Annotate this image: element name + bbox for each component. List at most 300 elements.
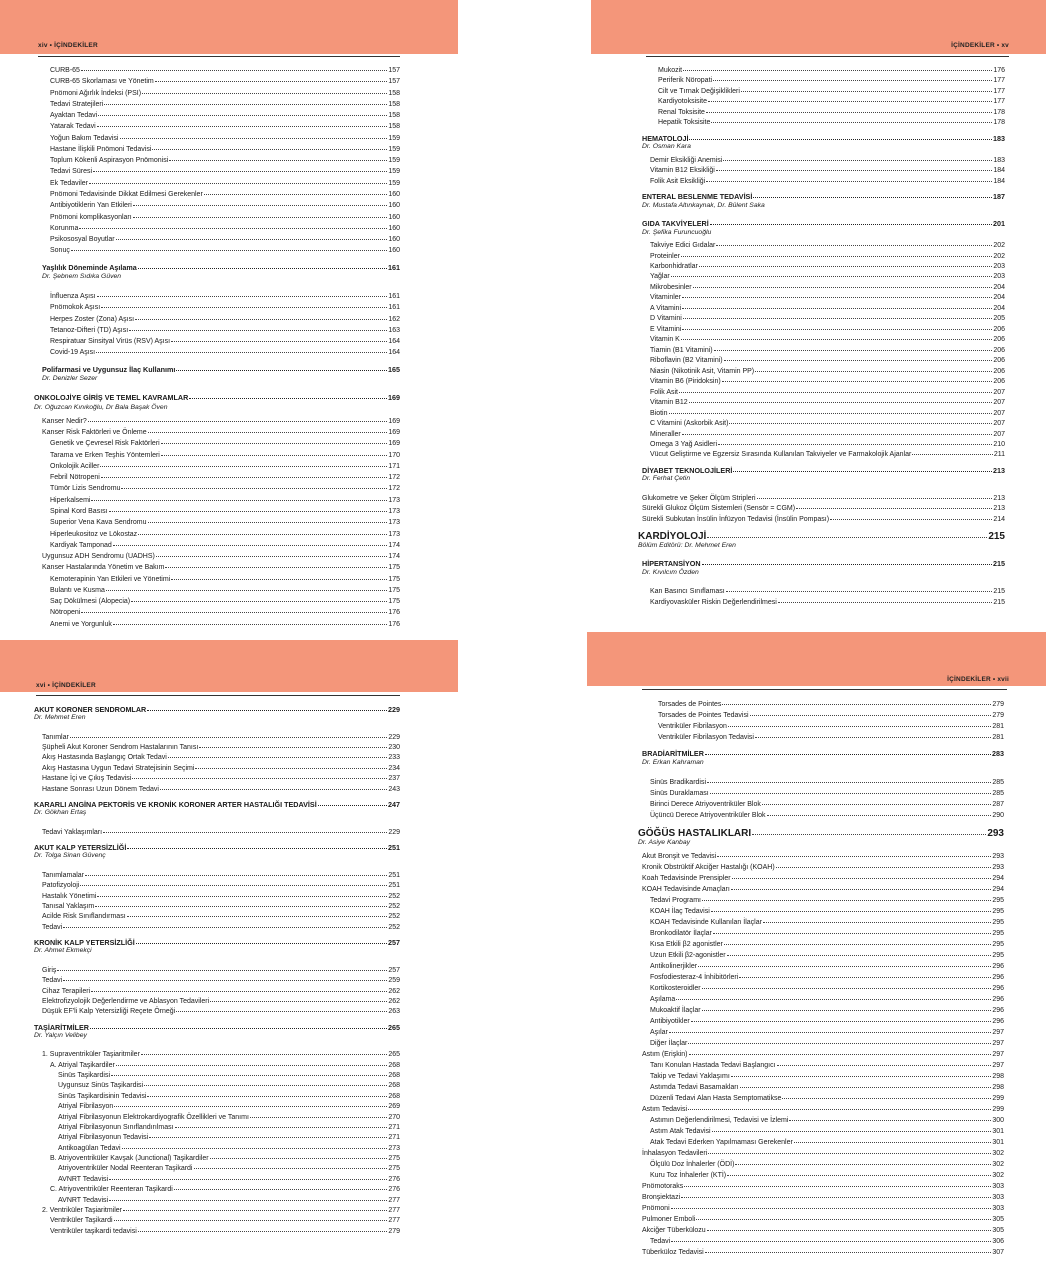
toc-page-number: 293 — [992, 864, 1004, 871]
toc-entry[interactable] — [50, 289, 400, 301]
toc-entry[interactable] — [658, 94, 1005, 106]
toc-entry[interactable] — [50, 515, 400, 527]
toc-entry[interactable] — [642, 1047, 1004, 1056]
toc-entry[interactable] — [650, 343, 1005, 352]
dot-leader — [116, 1057, 387, 1066]
toc-section[interactable] — [642, 464, 1005, 473]
toc-entry[interactable] — [642, 871, 1004, 880]
toc-entry[interactable] — [50, 448, 400, 457]
toc-entry[interactable] — [58, 1193, 400, 1202]
toc-page-number: 283 — [992, 749, 1004, 758]
page-header: xvi • İÇİNDEKİLER — [36, 682, 96, 689]
toc-entry[interactable] — [650, 981, 1004, 990]
toc-title: Sinüs Bradikardisi — [650, 779, 707, 786]
toc-title: Dr. Oğuzcan Kınıkoğlu, Dr Bala Başak Öven — [34, 403, 168, 411]
toc-entry[interactable] — [650, 301, 1005, 310]
toc-section[interactable] — [642, 132, 1005, 141]
toc-title: C Vitamini (Askorbik Asit) — [650, 420, 729, 428]
toc-entry[interactable] — [58, 1078, 400, 1090]
dot-leader — [148, 514, 388, 523]
toc-entry[interactable] — [42, 1004, 400, 1016]
toc-title: Herpes Zoster (Zona) Aşısı — [50, 315, 135, 323]
toc-page-number: 306 — [992, 1238, 1004, 1245]
dot-leader — [111, 1067, 387, 1076]
toc-page-number: 176 — [388, 620, 400, 628]
toc-entry[interactable] — [58, 1141, 400, 1150]
toc-title: Pnömoni — [642, 1205, 670, 1212]
toc-page-number: 298 — [992, 1084, 1004, 1091]
toc-page-number: 299 — [992, 1095, 1004, 1102]
toc-page-number: 207 — [993, 420, 1005, 428]
toc-entry[interactable] — [42, 782, 400, 791]
toc-entry[interactable] — [650, 1003, 1004, 1012]
toc-entry[interactable] — [650, 280, 1005, 289]
toc-entry[interactable] — [650, 904, 1004, 913]
toc-entry[interactable] — [650, 364, 1005, 373]
toc-section[interactable] — [642, 190, 1005, 202]
toc-entry[interactable] — [50, 493, 400, 502]
toc-entry[interactable] — [50, 164, 400, 176]
toc-entry[interactable] — [42, 1047, 400, 1059]
toc-section[interactable] — [42, 363, 400, 372]
toc-entry[interactable] — [42, 560, 400, 572]
toc-title: Demir Eksikliği Anemisi — [650, 156, 723, 164]
dot-leader — [104, 96, 387, 105]
toc-title: Acilde Risk Sınıflandırması — [42, 913, 126, 921]
toc-entry[interactable] — [650, 311, 1005, 323]
toc-page-number: 175 — [388, 575, 400, 583]
toc-entry[interactable] — [642, 1223, 1004, 1232]
toc-entry[interactable] — [650, 427, 1005, 436]
dot-leader — [96, 344, 387, 353]
dot-leader — [689, 394, 993, 403]
toc-title: Kısa Etkili β2 agonistler — [650, 941, 723, 948]
dot-leader — [727, 947, 992, 956]
toc-entry[interactable] — [50, 119, 400, 131]
toc-entry[interactable] — [58, 1110, 400, 1119]
toc-title: Riboflavin (B2 Vitamini) — [650, 357, 723, 365]
toc-entry[interactable] — [42, 549, 400, 561]
toc-entry[interactable] — [650, 1069, 1004, 1078]
toc-section[interactable] — [34, 841, 400, 853]
toc-page-number: 176 — [388, 609, 400, 617]
dot-leader — [106, 582, 387, 591]
toc-entry[interactable] — [658, 105, 1005, 114]
toc-section[interactable] — [642, 557, 1005, 569]
toc-entry[interactable] — [58, 1068, 400, 1080]
toc-entry[interactable] — [58, 1172, 400, 1181]
toc-author — [638, 838, 1004, 847]
toc-page-number: 157 — [388, 78, 400, 86]
toc-entry[interactable] — [50, 323, 400, 332]
toc-title: KARDİYOLOJİ — [638, 531, 707, 543]
toc-entry[interactable] — [50, 221, 400, 230]
toc-entry[interactable] — [658, 63, 1005, 72]
toc-entry[interactable] — [650, 915, 1004, 924]
dot-leader — [683, 310, 993, 319]
toc-entry[interactable] — [58, 1120, 400, 1129]
toc-entry[interactable] — [650, 970, 1004, 979]
toc-page-number: 262 — [388, 997, 400, 1005]
toc-entry[interactable] — [650, 153, 1005, 162]
toc-entry[interactable] — [650, 437, 1005, 446]
toc-title: AVNRT Tedavisi — [58, 1196, 109, 1204]
dot-leader — [684, 1178, 991, 1187]
toc-title: Bölüm Editörü: Dr. Mehmet Eren — [638, 541, 736, 549]
dot-leader — [729, 415, 992, 424]
toc-title: E Vitamini — [650, 325, 682, 333]
toc-title: Nötropeni — [50, 609, 81, 617]
toc-entry[interactable] — [650, 786, 1004, 795]
toc-page-number: 251 — [388, 871, 400, 879]
dot-leader — [755, 729, 991, 738]
toc-entry[interactable] — [50, 583, 400, 592]
dot-leader — [688, 1035, 991, 1044]
toc-entry[interactable] — [650, 259, 1005, 268]
toc-entry[interactable] — [50, 1224, 400, 1233]
toc-entry[interactable] — [42, 994, 400, 1003]
toc-entry[interactable] — [650, 797, 1004, 806]
toc-page-number: 177 — [993, 87, 1005, 95]
toc-entry[interactable] — [50, 232, 400, 244]
dot-leader — [132, 770, 387, 779]
toc-entry[interactable] — [42, 750, 400, 762]
toc-entry[interactable] — [50, 108, 400, 120]
toc-entry[interactable] — [42, 973, 400, 985]
toc-page-number: 202 — [993, 252, 1005, 260]
toc-entry[interactable] — [650, 1080, 1004, 1089]
toc-page-number: 251 — [388, 843, 400, 853]
dot-leader — [723, 152, 992, 161]
dot-leader — [93, 163, 387, 172]
toc-entry[interactable] — [650, 595, 1005, 604]
toc-entry[interactable] — [50, 334, 400, 346]
toc-entry[interactable] — [42, 740, 400, 752]
toc-section[interactable] — [638, 825, 1004, 837]
toc-entry[interactable] — [50, 1182, 400, 1194]
toc-entry[interactable] — [650, 893, 1004, 902]
toc-entry[interactable] — [650, 959, 1004, 968]
toc-page-number: 162 — [388, 315, 400, 323]
dot-leader — [708, 93, 992, 102]
toc-page-number: 173 — [388, 530, 400, 538]
toc-section[interactable] — [642, 217, 1005, 229]
dot-leader — [144, 1077, 387, 1086]
toc-entry[interactable] — [42, 899, 400, 908]
toc-entry[interactable] — [650, 937, 1004, 946]
toc-entry[interactable] — [650, 385, 1005, 394]
page-xv — [591, 0, 1046, 636]
toc-entry[interactable] — [650, 322, 1005, 331]
toc-title: Tedavi Stratejileri — [50, 100, 104, 108]
toc-entry[interactable] — [650, 395, 1005, 407]
toc-entry[interactable] — [642, 882, 1004, 891]
toc-entry[interactable] — [42, 963, 400, 972]
dot-leader — [57, 962, 387, 971]
toc-entry[interactable] — [50, 176, 400, 185]
toc-entry[interactable] — [650, 1168, 1004, 1177]
toc-entry[interactable] — [650, 1058, 1004, 1067]
toc-page-number: 207 — [993, 430, 1005, 438]
toc-title: Polifarmasi ve Uygunsuz İlaç Kullanımı — [42, 364, 176, 374]
toc-entry[interactable] — [42, 761, 400, 770]
toc-title: Hepatik Toksisite — [658, 119, 711, 127]
dot-leader — [689, 1046, 992, 1055]
dot-leader — [116, 231, 388, 240]
toc-entry[interactable] — [642, 1212, 1004, 1221]
toc-page-number: 265 — [388, 1051, 400, 1059]
toc-entry[interactable] — [50, 572, 400, 581]
toc-entry[interactable] — [658, 73, 1005, 85]
toc-entry[interactable] — [650, 174, 1005, 183]
toc-entry[interactable] — [650, 1124, 1004, 1133]
toc-entry[interactable] — [650, 1157, 1004, 1166]
toc-entry[interactable] — [642, 1201, 1004, 1210]
toc-entry[interactable] — [42, 771, 400, 783]
toc-entry[interactable] — [50, 142, 400, 151]
toc-title: Proteinler — [650, 252, 680, 260]
toc-entry[interactable] — [42, 1203, 400, 1212]
toc-entry[interactable] — [642, 501, 1005, 513]
toc-section[interactable] — [34, 936, 400, 948]
toc-entry[interactable] — [650, 926, 1004, 935]
toc-page-number: 268 — [388, 1092, 400, 1100]
dot-leader — [127, 908, 388, 917]
toc-author — [34, 851, 400, 860]
dot-leader — [708, 1145, 991, 1154]
toc-title: Tarama ve Erken Teşhis Yöntemleri — [50, 451, 160, 459]
toc-entry[interactable] — [50, 1151, 400, 1163]
toc-page-number: 213 — [993, 494, 1005, 502]
toc-page-number: 268 — [388, 1061, 400, 1069]
toc-entry[interactable] — [42, 920, 400, 929]
toc-page-number: 268 — [388, 1072, 400, 1080]
toc-entry[interactable] — [642, 1146, 1004, 1155]
toc-entry[interactable] — [50, 1058, 400, 1067]
toc-title: Bronkodilatör İlaçlar — [650, 930, 712, 937]
toc-entry[interactable] — [650, 447, 1005, 459]
toc-entry[interactable] — [658, 84, 1005, 93]
toc-title: HEMATOLOJİ — [642, 133, 689, 143]
toc-entry[interactable] — [42, 425, 400, 437]
toc-entry[interactable] — [50, 538, 400, 547]
toc-entry[interactable] — [42, 868, 400, 877]
toc-title: Dr. Mehmet Eren — [34, 714, 86, 722]
toc-section[interactable] — [638, 528, 1005, 543]
toc-entry[interactable] — [50, 63, 400, 72]
toc-title: Cihaz Terapileri — [42, 987, 91, 995]
toc-title: Yatarak Tedavi — [50, 123, 96, 131]
toc-author — [642, 228, 1005, 237]
toc-entry[interactable] — [58, 1099, 400, 1111]
toc-title: 2. Ventriküler Taşiaritmiler — [42, 1206, 123, 1214]
toc-entry[interactable] — [650, 584, 1005, 596]
toc-entry[interactable] — [50, 459, 400, 468]
toc-entry[interactable] — [50, 243, 400, 255]
toc-entry[interactable] — [42, 889, 400, 898]
toc-entry[interactable] — [650, 249, 1005, 258]
toc-entry[interactable] — [50, 74, 400, 86]
toc-entry[interactable] — [50, 345, 400, 357]
toc-page-number: 215 — [993, 559, 1005, 569]
dot-leader — [671, 1200, 992, 1209]
toc-entry[interactable] — [650, 1135, 1004, 1144]
toc-page-number: 183 — [993, 133, 1005, 143]
toc-section[interactable] — [34, 798, 400, 807]
toc-page-number: 301 — [992, 1139, 1004, 1146]
toc-entry[interactable] — [50, 527, 400, 536]
toc-entry[interactable] — [50, 153, 400, 165]
toc-entry[interactable] — [42, 878, 400, 890]
dot-leader — [148, 424, 388, 433]
toc-entry[interactable] — [658, 730, 1004, 739]
toc-entry[interactable] — [58, 1089, 400, 1098]
toc-entry[interactable] — [50, 504, 400, 513]
toc-entry[interactable] — [50, 86, 400, 95]
toc-entry[interactable] — [650, 353, 1005, 365]
dot-leader — [147, 702, 387, 711]
toc-page-number: 277 — [388, 1217, 400, 1225]
toc-entry[interactable] — [50, 300, 400, 312]
toc-entry[interactable] — [58, 1161, 400, 1173]
toc-author — [642, 568, 1005, 577]
toc-title: Korunma — [50, 224, 79, 232]
toc-entry[interactable] — [650, 332, 1005, 344]
toc-title: Üçüncü Derece Atriyoventriküler Blok — [650, 812, 766, 819]
toc-entry[interactable] — [50, 312, 400, 321]
toc-page-number: 158 — [388, 89, 400, 97]
toc-page-number: 279 — [992, 701, 1004, 708]
toc-entry[interactable] — [642, 512, 1005, 521]
toc-page-number: 259 — [388, 977, 400, 985]
toc-page-number: 229 — [388, 705, 400, 714]
dot-leader — [135, 311, 387, 320]
toc-entry[interactable] — [50, 97, 400, 106]
toc-entry[interactable] — [658, 697, 1004, 706]
toc-title: C. Atriyoventriküler Reenteran Taşikardi — [50, 1186, 173, 1194]
toc-title: Yaşlılık Döneminde Aşılama — [42, 262, 137, 272]
toc-entry[interactable] — [50, 1213, 400, 1225]
dot-leader — [113, 616, 387, 625]
toc-entry[interactable] — [42, 825, 400, 834]
toc-title: GIDA TAKVİYELERİ — [642, 219, 709, 229]
toc-entry[interactable] — [642, 1102, 1004, 1111]
toc-title: Yağlar — [650, 273, 670, 281]
toc-title: Dr. Şebnem Sıdıka Güven — [42, 272, 122, 280]
toc-entry[interactable] — [650, 948, 1004, 957]
toc-entry[interactable] — [642, 1190, 1004, 1199]
toc-page-number: 230 — [388, 744, 400, 752]
toc-entry[interactable] — [650, 1036, 1004, 1045]
dot-leader — [724, 936, 991, 945]
toc-entry[interactable] — [650, 1113, 1004, 1122]
toc-page-number: 163 — [388, 326, 400, 334]
toc-author — [642, 142, 1005, 151]
toc-title: Hastalık Yönetimi — [42, 892, 97, 900]
toc-title: Diğer İlaçlar — [650, 1040, 688, 1047]
toc-title: HİPERTANSİYON — [642, 559, 701, 569]
toc-entry[interactable] — [650, 269, 1005, 281]
toc-entry[interactable] — [42, 414, 400, 423]
toc-entry[interactable] — [50, 470, 400, 482]
toc-entry[interactable] — [50, 594, 400, 606]
dot-leader — [101, 299, 387, 308]
toc-entry[interactable] — [650, 406, 1005, 415]
toc-entry[interactable] — [658, 708, 1004, 717]
toc-entry[interactable] — [42, 909, 400, 921]
toc-section[interactable] — [34, 391, 400, 403]
dot-leader — [63, 972, 387, 981]
toc-entry[interactable] — [642, 849, 1004, 858]
toc-entry[interactable] — [650, 1234, 1004, 1243]
toc-entry[interactable] — [650, 1091, 1004, 1100]
toc-entry[interactable] — [50, 131, 400, 140]
toc-entry[interactable] — [658, 719, 1004, 728]
toc-entry[interactable] — [50, 605, 400, 617]
dot-leader — [318, 797, 387, 806]
toc-title: AKUT KORONER SENDROMLAR — [34, 705, 147, 714]
toc-entry[interactable] — [650, 992, 1004, 1001]
toc-page-number: 159 — [388, 168, 400, 176]
toc-section[interactable] — [34, 703, 400, 712]
toc-entry[interactable] — [50, 436, 400, 448]
toc-entry[interactable] — [650, 1014, 1004, 1023]
toc-title: A. Atriyal Taşikardiler — [50, 1061, 115, 1069]
toc-title: Sürekli Subkutan İnsülin İnfüzyon Tedavisi (İnsülin Pompası) — [642, 515, 830, 523]
dot-leader — [682, 300, 992, 309]
toc-entry[interactable] — [50, 198, 400, 210]
toc-author — [34, 403, 400, 412]
toc-entry[interactable] — [650, 238, 1005, 250]
toc-entry[interactable] — [650, 290, 1005, 302]
toc-entry[interactable] — [50, 187, 400, 196]
toc-entry[interactable] — [650, 1025, 1004, 1034]
toc-entry[interactable] — [650, 775, 1004, 784]
toc-page-number: 305 — [992, 1216, 1004, 1223]
toc-entry[interactable] — [42, 984, 400, 993]
dot-leader — [702, 556, 992, 565]
toc-title: Antibiyotiklerin Yan Etkileri — [50, 202, 132, 210]
toc-entry[interactable] — [658, 115, 1005, 127]
toc-entry[interactable] — [642, 860, 1004, 869]
toc-entry[interactable] — [650, 163, 1005, 175]
toc-section[interactable] — [34, 1021, 400, 1030]
toc-entry[interactable] — [642, 1245, 1004, 1254]
toc-page-number: 169 — [388, 417, 400, 425]
toc-title: Dr. Gökhan Ertaş — [34, 809, 87, 817]
toc-title: Glukometre ve Şeker Ölçüm Stripleri — [642, 494, 756, 502]
toc-title: Dr. Yalçın Velibey — [34, 1031, 87, 1039]
toc-entry[interactable] — [42, 730, 400, 739]
toc-page-number: 169 — [388, 429, 400, 437]
toc-section[interactable] — [42, 261, 400, 270]
toc-title: Dr. Şefika Furuncuoğlu — [642, 228, 712, 236]
toc-page-number: 297 — [992, 1029, 1004, 1036]
toc-entry[interactable] — [642, 1179, 1004, 1188]
toc-title: Omega 3 Yağ Asidleri — [650, 440, 718, 448]
toc-entry[interactable] — [50, 481, 400, 493]
toc-section[interactable] — [642, 747, 1004, 756]
toc-entry[interactable] — [650, 808, 1004, 817]
toc-entry[interactable] — [650, 416, 1005, 428]
toc-entry[interactable] — [642, 491, 1005, 500]
toc-page-number: 211 — [993, 451, 1005, 459]
toc-entry[interactable] — [50, 210, 400, 219]
toc-entry[interactable] — [58, 1130, 400, 1142]
toc-entry[interactable] — [50, 617, 400, 626]
toc-page-number: 203 — [993, 262, 1005, 270]
toc-entry[interactable] — [650, 374, 1005, 386]
